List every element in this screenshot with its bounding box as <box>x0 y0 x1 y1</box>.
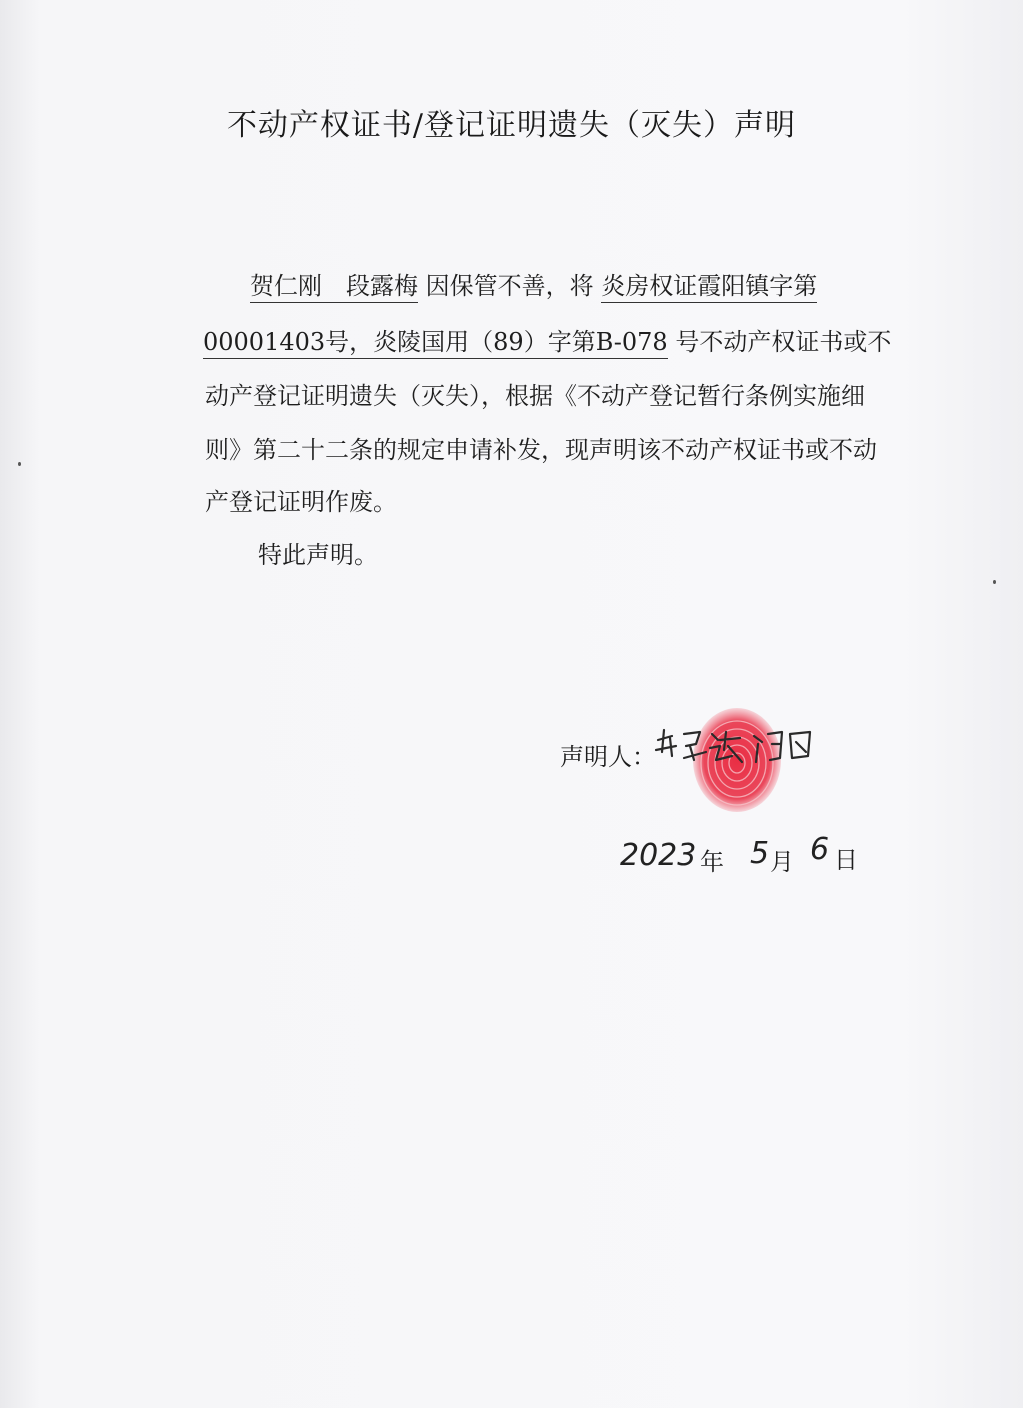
date-year-unit: 年 <box>700 848 724 876</box>
body-line-3: 动产登记证明遗失（灭失），根据《不动产登记暂行条例实施细 <box>205 382 865 410</box>
body-text-1: 因保管不善，将 <box>425 272 594 300</box>
body-line-1 <box>250 266 817 301</box>
date-day: 6 <box>810 832 830 867</box>
date-month-unit: 月 <box>770 848 794 876</box>
document-title: 不动产权证书/登记证明遗失（灭失）声明 <box>226 108 797 143</box>
date-year: 2023 <box>620 838 697 873</box>
certificate-number-part-1: 炎房权证霞阳镇字第 <box>601 272 817 303</box>
declarant-label: 声明人： <box>560 743 656 771</box>
date-month: 5 <box>750 836 770 871</box>
handwritten-signature <box>650 722 820 772</box>
declaration-date <box>620 830 880 880</box>
certificate-number-part-2: 00001403号，炎陵国用（89）字第B-078 <box>203 328 668 359</box>
declarant-names: 贺仁刚 段露梅 <box>250 272 418 303</box>
body-line-5: 产登记证明作废。 <box>205 488 397 516</box>
body-line-4: 则》第二十二条的规定申请补发，现声明该不动产权证书或不动 <box>205 436 877 464</box>
scan-speck <box>993 580 996 584</box>
body-text-2: 号不动产权证书或不 <box>675 328 892 356</box>
body-line-2 <box>203 322 891 357</box>
date-day-unit: 日 <box>834 846 858 874</box>
closing-statement: 特此声明。 <box>258 541 378 569</box>
scan-speck <box>18 462 21 466</box>
